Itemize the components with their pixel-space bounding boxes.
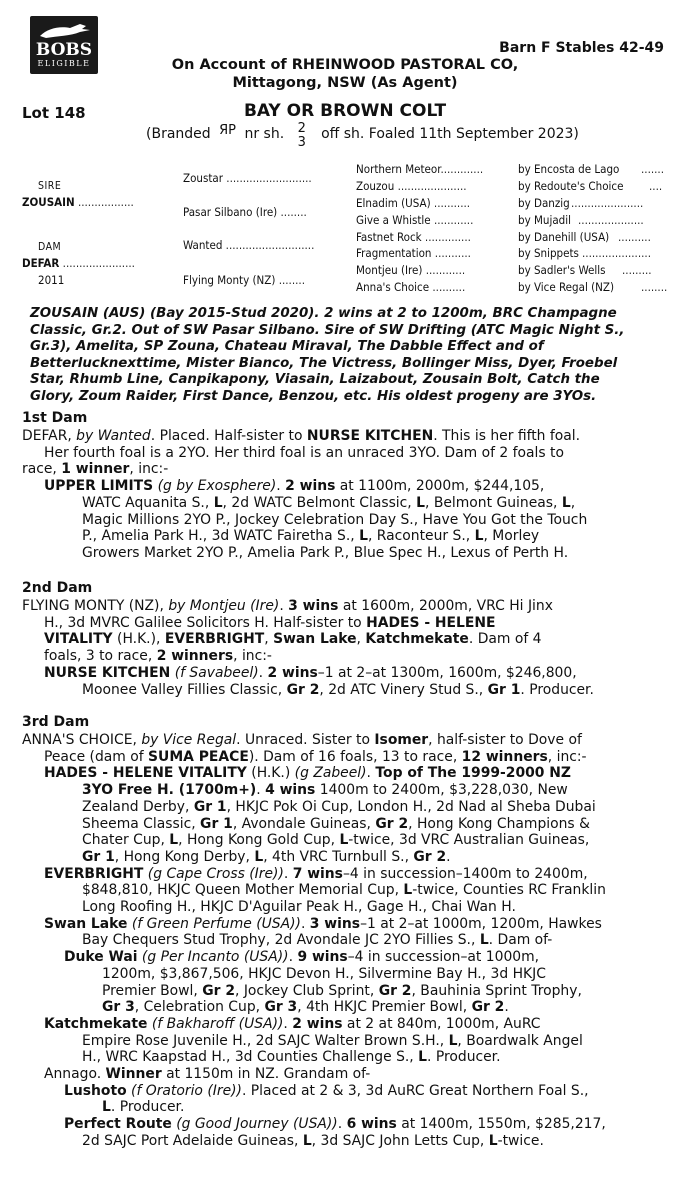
text-segment: , Belmont Guineas,: [425, 494, 562, 511]
sire-dam-name: Pasar Silbano (Ire): [183, 205, 278, 219]
g3-name: Fragmentation: [356, 246, 432, 261]
text-segment: . Unraced. Sister to: [236, 732, 375, 748]
dam3-text: [22, 732, 682, 1150]
text-segment: 2 wins: [267, 664, 318, 681]
text-segment: .: [276, 478, 286, 495]
vendor-line-1: On Account of RHEINWOOD PASTORAL CO,: [171, 57, 519, 73]
text-segment: Bay Chequers Stud Trophy, 2d Avondale JC 2YO Fillies S.,: [82, 932, 480, 949]
text-segment: Chater Cup,: [82, 832, 170, 849]
text-segment: Moonee Valley Fillies Classic,: [82, 681, 287, 698]
text-segment: , Avondale Guineas,: [232, 815, 376, 832]
text-segment: –1 at 2–at 1000m, 1200m, Hawkes: [360, 915, 602, 932]
text-segment: Growers Market 2YO P., Amelia Park P., Blue Spec H., Lexus of Perth H.: [82, 544, 569, 561]
text-segment: H., WRC Kaapstad H., 3d Counties Challenge S.,: [82, 1049, 419, 1066]
text-segment: -twice, 3d VRC Australian Guineas,: [348, 832, 590, 849]
text-segment: (g Per Incanto (USA)): [137, 949, 289, 966]
text-segment: , 2d ATC Vinery Stud S.,: [319, 681, 488, 698]
lot-number: Lot 148: [22, 104, 86, 122]
barn-location: Barn F Stables 42-49: [499, 40, 664, 56]
dam-dam-name: Flying Monty (NZ): [183, 273, 276, 287]
text-segment: by Wanted: [76, 428, 151, 444]
text-line: [22, 445, 682, 462]
text-segment: L: [169, 832, 179, 849]
text-segment: Empire Rose Juvenile H., 2d SAJC Walter Brown S.H.,: [82, 1032, 449, 1049]
summary-line: Classic, Gr.2. Out of SW Pasar Silbano. Sire of SW Drifting (ATC Magic Night S.,: [30, 322, 625, 338]
text-segment: L: [418, 1049, 428, 1066]
text-segment: Katchmekate: [44, 1015, 148, 1032]
text-line: [22, 916, 682, 933]
text-segment: NURSE KITCHEN: [306, 428, 434, 444]
dam1-text: [22, 428, 682, 562]
text-line: [22, 512, 682, 529]
vendor-line-2: Mittagong, NSW (As Agent): [232, 75, 458, 91]
brand-details: [146, 121, 579, 150]
text-line: [22, 866, 682, 883]
text-segment: , Bauhinia Sprint Trophy,: [411, 982, 582, 999]
text-segment: . Placed. Half-sister to: [150, 428, 307, 444]
text-line: [22, 1099, 682, 1116]
text-line: [22, 545, 682, 562]
text-segment: .: [446, 848, 451, 865]
text-segment: 2 wins: [285, 478, 336, 495]
fraction-den: 3: [297, 135, 306, 150]
text-segment: , HKJC Pok Oi Cup, London H., 2d Nad al Sheba Dubai: [226, 798, 596, 815]
text-segment: Katchmekate: [365, 631, 469, 648]
g3-name: Fastnet Rock: [356, 229, 422, 244]
dam-row: DEFAR ......................: [22, 256, 135, 270]
text-segment: VITALITY: [44, 631, 113, 648]
text-segment: –4 in succession–1400m to 2400m,: [342, 865, 588, 882]
sire-sire-name: Zoustar: [183, 171, 224, 185]
text-segment: Perfect Route: [64, 1116, 172, 1133]
dam-name: DEFAR: [22, 256, 60, 270]
text-line: [22, 816, 682, 833]
text-segment: at 1600m, 2000m, VRC Hi Jinx: [338, 598, 553, 614]
text-segment: –1 at 2–at 1300m, 1600m, $246,800,: [317, 664, 577, 681]
text-line: [22, 648, 682, 665]
text-segment: Zealand Derby,: [82, 798, 194, 815]
text-segment: L: [302, 1132, 312, 1149]
text-line: [22, 932, 682, 949]
text-segment: , Hong Kong Gold Cup,: [178, 832, 340, 849]
text-segment: EVERBRIGHT: [164, 631, 265, 648]
text-segment: 9 wins: [297, 949, 348, 966]
g3-by: by Vice Regal (NZ): [518, 280, 615, 295]
text-segment: SUMA PEACE: [148, 748, 249, 765]
text-segment: –4 in succession–at 1000m,: [347, 949, 540, 966]
text-segment: , 4th VRC Turnbull S.,: [263, 848, 414, 865]
text-segment: ). Dam of 16 foals, 13 to race,: [248, 748, 462, 765]
text-segment: Her fourth foal is a 2YO. Her third foal is an unraced 3YO. Dam of 2 foals to: [44, 444, 564, 461]
text-segment: 3YO Free H. (1700m+): [82, 782, 257, 799]
text-segment: -twice.: [497, 1132, 544, 1149]
text-line: [22, 682, 682, 699]
text-segment: . Dam of 4: [468, 631, 542, 648]
text-segment: . Producer.: [520, 681, 594, 698]
text-line: [22, 949, 682, 966]
text-segment: HADES - HELENE: [366, 614, 496, 631]
text-segment: , inc:-: [129, 461, 169, 478]
text-segment: -twice, Counties RC Franklin: [412, 882, 606, 899]
text-segment: .: [504, 999, 509, 1016]
text-line: [22, 732, 682, 749]
horse-logo-icon: [30, 18, 98, 40]
text-line: [22, 461, 682, 478]
text-segment: .: [256, 782, 266, 799]
text-line: [22, 765, 682, 782]
bobs-logo: [30, 16, 98, 74]
text-segment: , inc:-: [233, 648, 272, 665]
section-2nd-dam: 2nd Dam: [22, 580, 93, 596]
g3-name: Northern Meteor: [356, 162, 441, 176]
text-segment: Duke Wai: [64, 949, 138, 966]
text-segment: Annago.: [44, 1066, 106, 1083]
text-segment: Sheema Classic,: [82, 815, 201, 832]
text-segment: .: [337, 1116, 347, 1133]
g3-name: Montjeu (Ire): [356, 263, 423, 278]
g3-row: Northern Meteor............. by Encosta de Lago .......: [356, 162, 664, 176]
brand-suffix: off sh. Foaled 11th September 2023): [321, 126, 579, 142]
text-segment: (g Good Journey (USA)): [171, 1116, 338, 1133]
text-segment: Gr 2: [375, 815, 409, 832]
text-segment: , 3d SAJC John Letts Cup,: [311, 1132, 489, 1149]
text-segment: .: [258, 664, 268, 681]
brand-fraction: [295, 121, 311, 150]
text-line: [22, 749, 682, 766]
g3-row: Give a Whistle ............ by Mujadil ....................: [356, 212, 644, 227]
text-segment: , Jockey Club Sprint,: [235, 982, 379, 999]
text-segment: L: [561, 494, 571, 511]
section-3rd-dam: 3rd Dam: [22, 714, 90, 730]
sire-summary: [30, 306, 675, 406]
text-line: [22, 849, 682, 866]
g3-row: Anna's Choice .......... by Vice Regal (NZ) ........: [356, 280, 668, 295]
text-segment: ANNA'S CHOICE,: [22, 732, 142, 748]
text-segment: L: [479, 932, 489, 949]
text-segment: . Dam of-: [488, 932, 553, 949]
logo-brand: BOBS: [35, 40, 93, 60]
g3-row: Fastnet Rock .............. by Danehill (USA) ..........: [356, 229, 651, 244]
text-segment: NURSE KITCHEN: [44, 664, 171, 681]
g3-by: by Snippets: [518, 246, 579, 261]
text-segment: Gr 1: [193, 798, 227, 815]
text-segment: (f Savabeel): [170, 664, 259, 681]
text-segment: (f Bakharoff (USA)): [147, 1015, 284, 1032]
sire-row: ZOUSAIN .................: [22, 195, 134, 209]
lot-title: BAY OR BROWN COLT: [243, 101, 447, 121]
text-segment: at 1150m in NZ. Grandam of-: [161, 1066, 371, 1083]
text-segment: , inc:-: [547, 748, 587, 765]
sire-sire: Zoustar ..........................: [183, 171, 312, 185]
text-segment: . Producer.: [110, 1099, 185, 1116]
text-line: [22, 799, 682, 816]
summary-line: Gr.3), Amelita, SP Zouna, Chateau Miraval, The Dabble Effect and of: [30, 339, 544, 355]
g3-row: Montjeu (Ire) ............ by Sadler's Wells .........: [356, 263, 652, 278]
text-segment: foals, 3 to race,: [44, 648, 157, 665]
text-line: [22, 1049, 682, 1066]
g3-by: by Danzig: [518, 195, 570, 210]
text-line: [22, 1083, 682, 1100]
text-segment: by Montjeu (Ire): [168, 598, 280, 614]
text-segment: , 2d WATC Belmont Classic,: [222, 494, 417, 511]
text-segment: . Producer.: [427, 1049, 501, 1066]
g3-name: Anna's Choice: [356, 280, 430, 295]
text-segment: Swan Lake: [273, 631, 357, 648]
section-1st-dam: 1st Dam: [22, 410, 88, 426]
text-line: [22, 1033, 682, 1050]
text-line: [22, 782, 682, 799]
text-segment: , Boardwalk Angel: [457, 1032, 583, 1049]
text-segment: Peace (dam of: [44, 748, 149, 765]
dam-label: DAM: [38, 241, 62, 253]
text-segment: by Vice Regal: [141, 732, 237, 748]
text-segment: $848,810, HKJC Queen Mother Memorial Cup,: [82, 882, 404, 899]
text-segment: L: [359, 528, 368, 545]
text-segment: ,: [356, 631, 366, 648]
text-segment: , Hong Kong Champions &: [408, 815, 590, 832]
text-line: [22, 882, 682, 899]
text-segment: Top of The 1999-2000 NZ: [375, 765, 572, 782]
dam-sire-name: Wanted: [183, 238, 223, 252]
text-segment: L: [403, 882, 413, 899]
text-segment: L: [102, 1099, 111, 1116]
sire-dam: Pasar Silbano (Ire) ........: [183, 205, 307, 219]
text-segment: Gr 3: [102, 999, 135, 1016]
text-segment: 3 wins: [309, 915, 361, 932]
text-segment: Gr 2: [471, 999, 505, 1016]
text-segment: Gr 3: [264, 999, 298, 1016]
text-segment: L: [488, 1132, 498, 1149]
text-segment: (g by Exosphere): [153, 478, 277, 495]
text-line: [22, 428, 682, 445]
text-segment: . This is her fifth foal.: [433, 428, 581, 444]
text-segment: , Raconteur S.,: [367, 528, 475, 545]
text-segment: , half-sister to Dove of: [428, 732, 582, 748]
text-segment: Gr 1: [82, 848, 115, 865]
dam-sire: Wanted ...........................: [183, 238, 315, 252]
text-segment: 3 wins: [288, 598, 339, 614]
text-segment: 4 wins: [265, 782, 316, 799]
text-line: [22, 1133, 682, 1150]
text-segment: (g Cape Cross (Ire)): [143, 865, 284, 882]
brand-mark: ЯP: [219, 123, 236, 138]
dam2-text: [22, 598, 682, 698]
text-segment: Lushoto: [64, 1082, 127, 1099]
text-segment: , Celebration Cup,: [134, 999, 265, 1016]
g3-row: Fragmentation ........... by Snippets .....................: [356, 246, 651, 261]
text-segment: EVERBRIGHT: [44, 865, 144, 882]
dam-dam: Flying Monty (NZ) ........: [183, 273, 305, 287]
text-segment: 12 winners: [461, 748, 548, 765]
text-segment: L: [339, 832, 349, 849]
text-line: [22, 966, 682, 983]
g3-by: by Danehill (USA): [518, 229, 610, 244]
text-segment: 2d SAJC Port Adelaide Guineas,: [82, 1132, 303, 1149]
text-segment: Gr 1: [200, 815, 233, 832]
text-line: [22, 1066, 682, 1083]
g3-row: Zouzou ..................... by Redoute's Choice ....: [356, 178, 663, 193]
g3-name: Zouzou: [356, 178, 395, 193]
text-segment: .: [283, 1015, 293, 1032]
text-segment: race,: [22, 461, 62, 478]
text-segment: (H.K.),: [112, 631, 165, 648]
text-segment: (H.K.): [246, 765, 295, 782]
text-line: [22, 832, 682, 849]
text-segment: (g Zabeel): [294, 765, 367, 782]
text-segment: Gr 2: [413, 848, 447, 865]
text-line: [22, 615, 682, 632]
text-line: [22, 478, 682, 495]
text-segment: 1 winner: [61, 461, 130, 478]
text-segment: DEFAR,: [22, 428, 77, 444]
sire-name: ZOUSAIN: [22, 195, 75, 209]
text-segment: 2 wins: [292, 1015, 343, 1032]
summary-line: Glory, Zoum Raider, First Dance, Benzou, etc. His oldest progeny are 3YOs.: [30, 388, 597, 404]
summary-line: ZOUSAIN (AUS) (Bay 2015-Stud 2020). 2 wins at 2 to 1200m, BRC Champagne: [30, 306, 617, 321]
text-segment: UPPER LIMITS: [44, 478, 154, 495]
text-line: [22, 665, 682, 682]
g3-by: by Encosta de Lago: [518, 162, 620, 176]
g3-column: [356, 162, 676, 297]
text-segment: Gr 2: [286, 681, 320, 698]
g3-name: Elnadim (USA): [356, 195, 431, 210]
text-segment: .: [279, 598, 289, 614]
g3-name: Give a Whistle: [356, 212, 431, 227]
text-segment: at 1100m, 2000m, $244,105,: [335, 478, 545, 495]
text-segment: Long Roofing H., HKJC D'Aguilar Peak H., Gage H., Chai Wan H.: [82, 899, 516, 916]
text-segment: L: [474, 528, 484, 545]
text-line: [22, 598, 682, 615]
text-segment: 2 winners: [156, 648, 234, 665]
text-segment: Gr 2: [202, 982, 235, 999]
g3-by: by Mujadil: [518, 212, 571, 227]
text-segment: L: [254, 848, 264, 865]
text-line: [22, 899, 682, 916]
text-segment: 6 wins: [346, 1116, 397, 1133]
sire-label: SIRE: [38, 180, 62, 192]
dam-year: 2011: [38, 273, 65, 287]
text-segment: Swan Lake: [44, 915, 128, 932]
text-segment: (f Oratorio (Ire)): [126, 1082, 242, 1099]
text-segment: 7 wins: [292, 865, 343, 882]
text-segment: (f Green Perfume (USA)): [127, 915, 301, 932]
text-segment: at 2 at 840m, 1000m, AuRC: [342, 1015, 541, 1032]
text-line: [22, 631, 682, 648]
text-segment: L: [213, 494, 223, 511]
text-segment: .: [366, 765, 376, 782]
text-segment: HADES - HELENE VITALITY: [44, 765, 247, 782]
text-segment: 1200m, $3,867,506, HKJC Devon H., Silvermine Bay H., 3d HKJC: [102, 965, 546, 982]
text-segment: Premier Bowl,: [102, 982, 203, 999]
text-segment: FLYING MONTY (NZ),: [22, 598, 169, 614]
text-segment: .: [288, 949, 298, 966]
text-segment: ,: [570, 494, 576, 511]
logo-sub: ELIGIBLE: [37, 59, 91, 68]
text-segment: at 1400m, 1550m, $285,217,: [396, 1116, 606, 1133]
text-line: [22, 1016, 682, 1033]
text-segment: .: [300, 915, 310, 932]
text-line: [22, 983, 682, 1000]
text-segment: . Placed at 2 & 3, 3d AuRC Great Northern Foal S.,: [241, 1082, 589, 1099]
text-segment: H., 3d MVRC Galilee Solicitors H. Half-sister to: [44, 614, 367, 631]
summary-line: Star, Rhumb Line, Canpikapony, Viasain, Laizabout, Zousain Bolt, Catch the: [30, 372, 600, 388]
text-line: [22, 495, 682, 512]
text-segment: 1400m to 2400m, $3,228,030, New: [315, 782, 568, 799]
fraction-num: 2: [297, 121, 306, 136]
text-segment: , Morley: [483, 528, 540, 545]
text-segment: Winner: [105, 1066, 162, 1083]
g3-by: by Sadler's Wells: [518, 263, 606, 278]
text-segment: P., Amelia Park H., 3d WATC Fairetha S.,: [82, 528, 360, 545]
g3-by: by Redoute's Choice: [518, 178, 624, 193]
text-segment: L: [416, 494, 425, 511]
text-line: [22, 1116, 682, 1133]
text-segment: , Hong Kong Derby,: [114, 848, 255, 865]
brand-nr: nr sh.: [244, 126, 285, 142]
text-segment: Gr 1: [487, 681, 521, 698]
text-segment: Isomer: [374, 732, 429, 748]
summary-line: Betterlucknexttime, Mister Bianco, The Victress, Bollinger Miss, Dyer, Froebel: [30, 355, 618, 371]
text-segment: WATC Aquanita S.,: [82, 494, 214, 511]
text-segment: , 4th HKJC Premier Bowl,: [297, 999, 472, 1016]
text-segment: ,: [264, 631, 274, 648]
brand-prefix: (Branded: [146, 126, 211, 142]
text-segment: L: [448, 1032, 458, 1049]
text-line: [22, 528, 682, 545]
text-segment: Magic Millions 2YO P., Jockey Celebration Day S., Have You Got the Touch: [82, 511, 588, 528]
g3-row: Elnadim (USA) ........... by Danzig ......................: [356, 195, 644, 210]
text-line: [22, 999, 682, 1016]
text-segment: Gr 2: [378, 982, 412, 999]
text-segment: .: [283, 865, 293, 882]
